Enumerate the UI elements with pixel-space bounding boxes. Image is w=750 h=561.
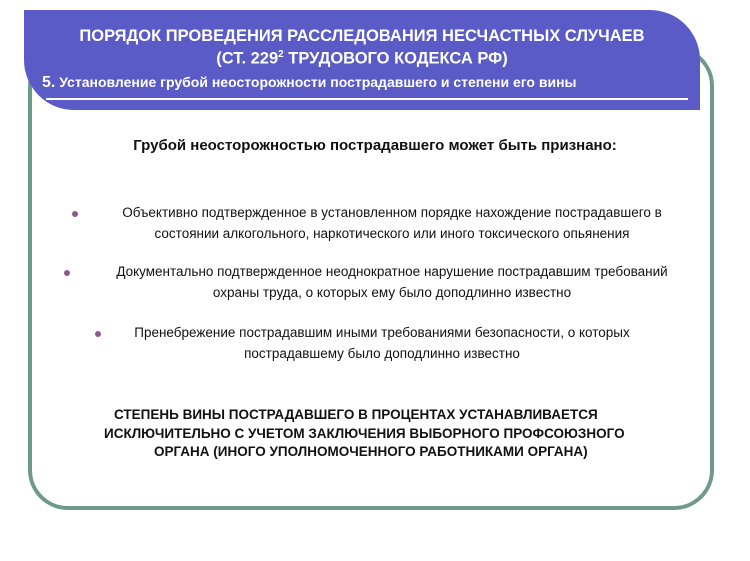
title-line-2-superscript: 2 <box>278 49 284 60</box>
title-line-1: ПОРЯДОК ПРОВЕДЕНИЯ РАССЛЕДОВАНИЯ НЕСЧАСТНЫХ СЛУЧАЕВ <box>79 27 645 45</box>
intro-heading: Грубой неосторожностью пострадавшего может быть признано: <box>133 137 617 154</box>
footer-line-2: ИСКЛЮЧИТЕЛЬНО С УЧЕТОМ ЗАКЛЮЧЕНИЯ ВЫБОРНОГО ПРОФСОЮЗНОГО <box>104 425 625 441</box>
subtitle-text: Установление грубой неосторожности пострадавшего и степени его вины <box>55 74 577 90</box>
footer-line-3: ОРГАНА (ИНОГО УПОЛНОМОЧЕННОГО РАБОТНИКАМИ ОРГАНА) <box>154 444 588 459</box>
title-line-2-suffix: ТРУДОВОГО КОДЕКСА РФ) <box>283 49 508 68</box>
title-line-2 <box>24 49 700 69</box>
header-underline <box>46 98 688 100</box>
footer-line-1: СТЕПЕНЬ ВИНЫ ПОСТРАДАВШЕГО В ПРОЦЕНТАХ УСТАНАВЛИВАЕТСЯ <box>114 407 598 422</box>
subtitle-number: 5. <box>42 74 56 91</box>
bullet-dot-icon <box>95 331 101 337</box>
bullet-item-3 <box>112 322 652 364</box>
bullet-item-3-line-2: пострадавшему было доподлинно известно <box>244 346 520 361</box>
bullet-dot-icon <box>72 211 78 217</box>
bullet-item-1-line-2: состоянии алкогольного, наркотического или иного токсического опьянения <box>154 226 630 241</box>
footer-note <box>86 406 676 462</box>
bullet-item-1 <box>92 202 692 244</box>
bullet-item-2 <box>82 261 702 303</box>
subtitle <box>42 74 577 92</box>
header-banner <box>24 10 700 110</box>
title-line-2-prefix: (СТ. 229 <box>216 49 279 68</box>
bullet-item-2-line-2: охраны труда, о которых ему было доподлинно известно <box>212 285 572 300</box>
bullet-item-2-line-1: Документально подтвержденное неоднократное нарушение пострадавшим требований <box>116 264 668 279</box>
bullet-item-1-line-1: Объективно подтвержденное в установленном порядке нахождение пострадавшего в <box>122 205 662 220</box>
bullet-dot-icon <box>64 270 70 276</box>
bullet-item-3-line-1: Пренебрежение пострадавшим иными требованиями безопасности, о которых <box>134 325 630 340</box>
